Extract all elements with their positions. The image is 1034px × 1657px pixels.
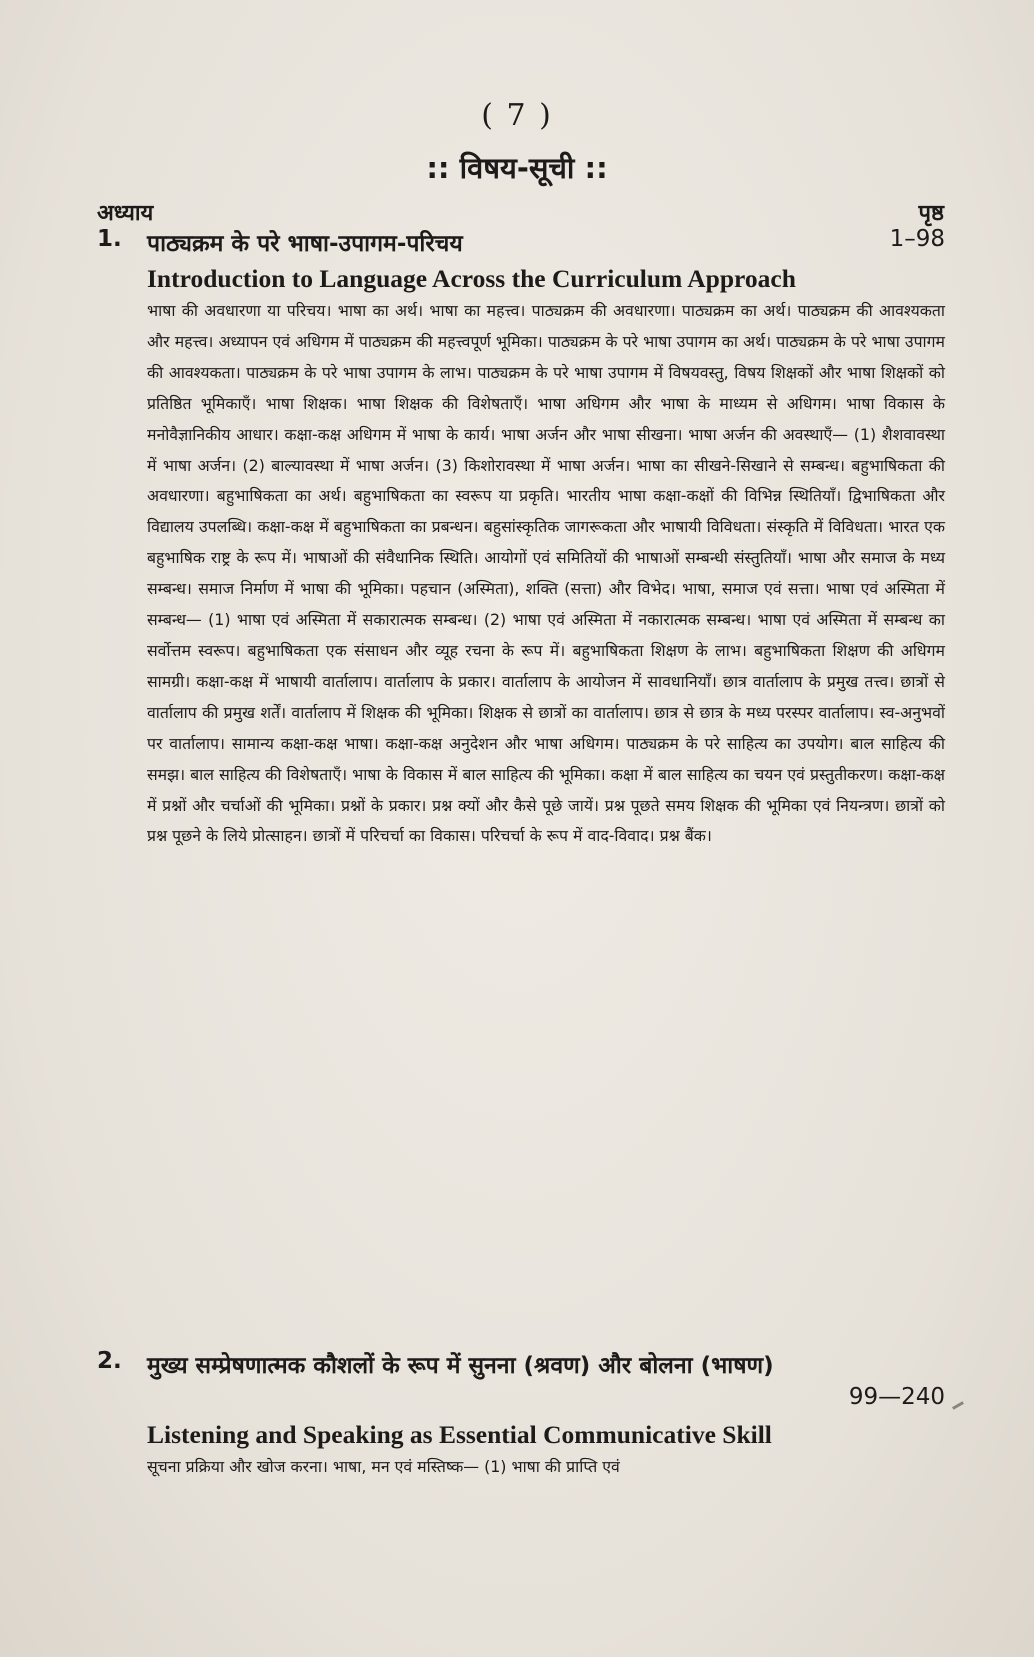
chapter-column-heading: अध्याय <box>97 201 154 226</box>
chapter-title-hindi: मुख्य सम्प्रेषणात्मक कौशलों के रूप में सुनना (श्रवण) और बोलना (भाषण) <box>147 1353 774 1379</box>
chapter-contents: भाषा की अवधारणा या परिचय। भाषा का अर्थ। भाषा का महत्त्व। पाठ्यक्रम की अवधारणा। पाठ्यक्रम का अर्थ। पाठ्यक्रम की आवश्यकता और महत्त्व। अध्यापन एवं अधिगम में पाठ्यक्रम की महत्त्वपूर्ण भूमिका। पाठ्यक्रम के परे भाषा उपागम का अर्थ। पाठ्यक्रम के परे भाषा उपागम की आवश्यकता। पाठ्यक्रम के परे भाषा उपागम के लाभ। पाठ्यक्रम के परे भाषा उपागम में विषयवस्तु, विषय शिक्षकों और भाषा शिक्षकों को प्रतिष्ठित भूमिकाएँ। भाषा शिक्षक। भाषा शिक्षक की विशेषताएँ। भाषा अधिगम और भाषा के माध्यम से अधिगम। भाषा विकास के मनोवैज्ञानिकीय आधार। कक्षा-कक्ष अधिगम में भाषा के कार्य। भाषा अर्जन और भाषा सीखना। भाषा अर्जन की अवस्थाएँ— (1) शैशवावस्था में भाषा अर्जन। (2) बाल्यावस्था में भाषा अर्जन। (3) किशोरावस्था में भाषा अर्जन। भाषा का सीखने-सिखाने से सम्बन्ध। बहुभाषिकता की अवधारणा। बहुभाषिकता का अर्थ। बहुभाषिकता का स्वरूप या प्रकृति। भारतीय भाषा कक्षा-कक्षों की विभिन्न स्थितियाँ। द्विभाषिकता और विद्यालय उपलब्धि। कक्षा-कक्ष में बहुभाषिकता का प्रबन्धन। बहुसांस्कृतिक जागरूकता और भाषायी विविधता। संस्कृति में विविधता। भारत एक बहुभाषिक राष्ट्र के रूप में। भाषाओं की संवैधानिक स्थिति। आयोगों एवं समितियों की भाषाओं सम्बन्धी संस्तुतियाँ। भाषा और समाज के मध्य सम्बन्ध। समाज निर्माण में भाषा की भूमिका। पहचान (अस्मिता), शक्ति (सत्ता) और विभेद। भाषा, समाज एवं सत्ता। भाषा एवं अस्मिता में सम्बन्ध— (1) भाषा एवं अस्मिता में सकारात्मक सम्बन्ध। (2) भाषा एवं अस्मिता में नकारात्मक सम्बन्ध। भाषा एवं अस्मिता में सम्बन्ध का सर्वोत्तम स्वरूप। बहुभाषिकता एक संसाधन और व्यूह रचना के रूप में। बहुभाषिकता शिक्षण के लाभ। बहुभाषिकता शिक्षण की अधिगम सामग्री। कक्षा-कक्ष में भाषायी वार्तालाप। वार्तालाप के प्रकार। वार्तालाप के आयोजन में सावधानियाँ। छात्र वार्तालाप के प्रमुख तत्त्व। छात्रों से वार्तालाप की प्रमुख शर्तें। वार्तालाप में शिक्षक की भूमिका। शिक्षक से छात्रों का वार्तालाप। छात्र से छात्र के मध्य परस्पर वार्तालाप। स्व-अनुभवों पर वार्तालाप। सामान्य कक्षा-कक्ष भाषा। कक्षा-कक्ष अनुदेशन और भाषा अधिगम। पाठ्यक्रम के परे साहित्य का उपयोग। बाल साहित्य की समझ। बाल साहित्य की विशेषताएँ। भाषा के विकास में बाल साहित्य की भूमिका। कक्षा में बाल साहित्य का चयन एवं प्रस्तुतीकरण। कक्षा-कक्ष में प्रश्नों और चर्चाओं की भूमिका। प्रश्नों के प्रकार। प्रश्न क्यों और कैसे पूछे जायें। प्रश्न पूछते समय शिक्षक की भूमिका एवं नियन्त्रण। छात्रों को प्रश्न पूछने के लिये प्रोत्साहन। छात्रों में परिचर्चा का विकास। परिचर्चा के रूप में वाद-विवाद। प्रश्न बैंक। <box>147 301 945 846</box>
chapter-title-english: Introduction to Language Across the Curriculum Approach <box>147 264 796 293</box>
chapter-page-range: 99—240 <box>848 1384 945 1410</box>
chapter-heading <box>97 226 945 262</box>
paper-mark <box>952 1401 964 1410</box>
chapter-title-english: Listening and Speaking as Essential Communicative Skill <box>147 1420 772 1449</box>
chapter-number: 1. <box>97 226 122 252</box>
chapter-page-range: 1–98 <box>889 226 945 252</box>
chapter-contents: सूचना प्रक्रिया और खोज करना। भाषा, मन एवं मस्तिष्क— (1) भाषा की प्राप्ति एवं <box>147 1457 620 1476</box>
chapter-number: 2. <box>97 1348 122 1374</box>
page-title: :: विषय-सूची :: <box>426 151 608 185</box>
chapter-entry-2 <box>97 1348 945 1483</box>
chapter-title-hindi: पाठ्यक्रम के परे भाषा-उपागम-परिचय <box>147 231 463 257</box>
chapter-heading <box>97 1348 945 1384</box>
chapter-entry-1 <box>97 226 945 852</box>
page-column-heading: पृष्ठ <box>918 201 944 226</box>
page-number: ( 7 ) <box>481 98 553 133</box>
